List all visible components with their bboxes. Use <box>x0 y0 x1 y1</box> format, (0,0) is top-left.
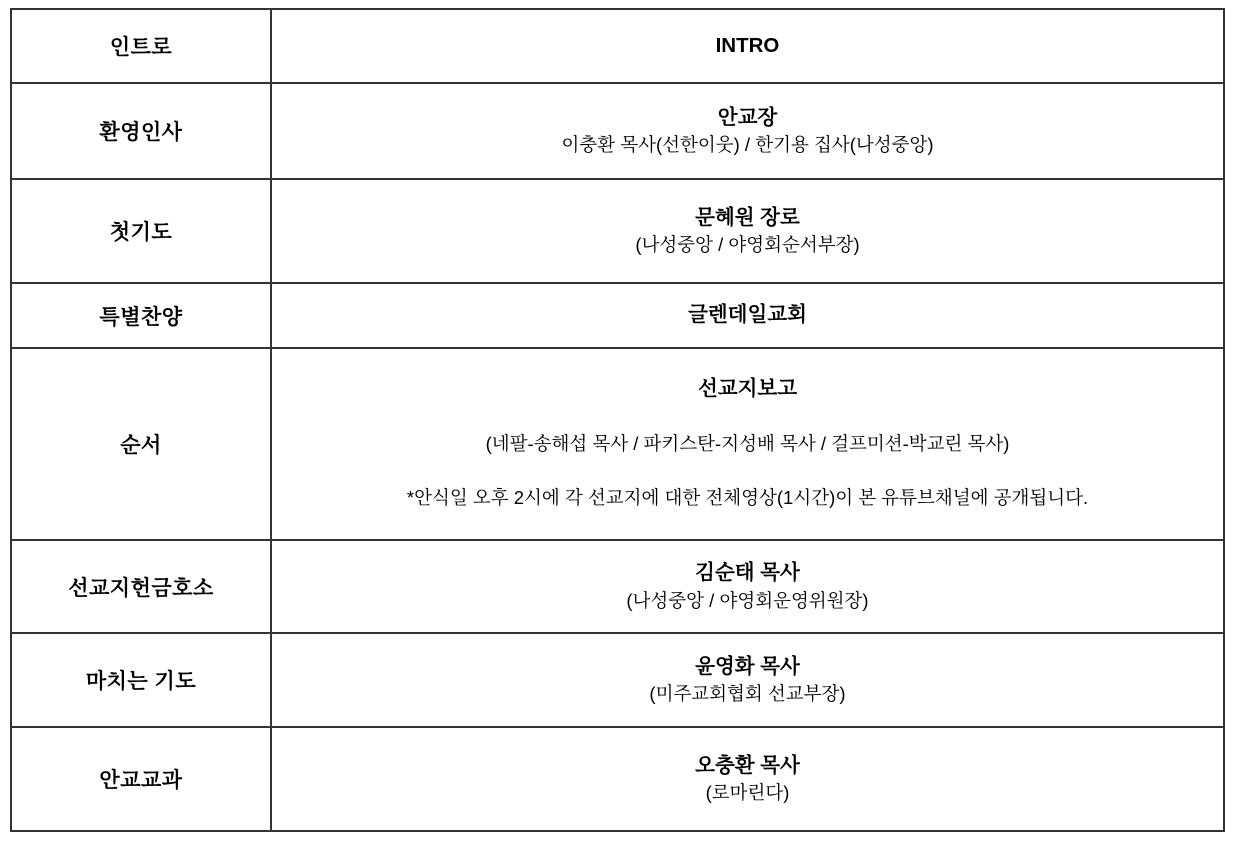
title-text: INTRO <box>715 33 780 57</box>
table-row <box>11 83 1224 179</box>
subtitle-text: (나성중앙 / 야영회순서부장) <box>635 234 860 256</box>
row-label: 마치는 기도 <box>11 633 271 727</box>
row-content <box>271 9 1224 83</box>
content-stack <box>282 104 1213 159</box>
subtitle-text: (로마린다) <box>705 782 790 804</box>
table-row <box>11 283 1224 348</box>
subtitle-text: (나성중앙 / 야영회운영위원장) <box>626 589 869 611</box>
content-stack <box>282 32 1213 61</box>
title-text: 김순태 목사 <box>695 561 800 585</box>
row-label: 인트로 <box>11 9 271 83</box>
table-row <box>11 179 1224 283</box>
table-row <box>11 348 1224 540</box>
row-label: 선교지헌금호소 <box>11 540 271 633</box>
table-row <box>11 9 1224 83</box>
subtitle-text: (네팔-송해섭 목사 / 파키스탄-지성배 목사 / 걸프미션-박교린 목사) <box>485 433 1010 455</box>
title-text: 글렌데일교회 <box>688 303 807 327</box>
title-text: 선교지보고 <box>697 376 797 400</box>
subtitle-text: 이충환 목사(선한이웃) / 한기용 집사(나성중앙) <box>561 134 934 156</box>
row-content <box>271 540 1224 633</box>
row-label: 안교교과 <box>11 727 271 831</box>
row-content <box>271 283 1224 348</box>
row-label: 환영인사 <box>11 83 271 179</box>
content-stack <box>282 752 1213 807</box>
program-table <box>10 8 1225 832</box>
note-text: *안식일 오후 2시에 각 선교지에 대한 전체영상(1시간)이 본 유튜브채널에 공개됩니다. <box>406 487 1089 509</box>
content-stack <box>282 301 1213 330</box>
row-content <box>271 348 1224 540</box>
title-text: 문혜원 장로 <box>695 205 800 229</box>
row-content <box>271 83 1224 179</box>
row-content <box>271 633 1224 727</box>
title-text: 오충환 목사 <box>695 753 800 777</box>
content-stack <box>282 204 1213 259</box>
row-label: 순서 <box>11 348 271 540</box>
row-content <box>271 179 1224 283</box>
content-stack <box>282 363 1213 525</box>
row-content <box>271 727 1224 831</box>
row-label: 첫기도 <box>11 179 271 283</box>
subtitle-text: (미주교회협회 선교부장) <box>649 683 846 705</box>
table-row <box>11 633 1224 727</box>
content-stack <box>282 559 1213 614</box>
table-row <box>11 727 1224 831</box>
title-text: 윤영화 목사 <box>695 654 800 678</box>
row-label: 특별찬양 <box>11 283 271 348</box>
title-text: 안교장 <box>717 105 778 129</box>
table-row <box>11 540 1224 633</box>
content-stack <box>282 653 1213 708</box>
